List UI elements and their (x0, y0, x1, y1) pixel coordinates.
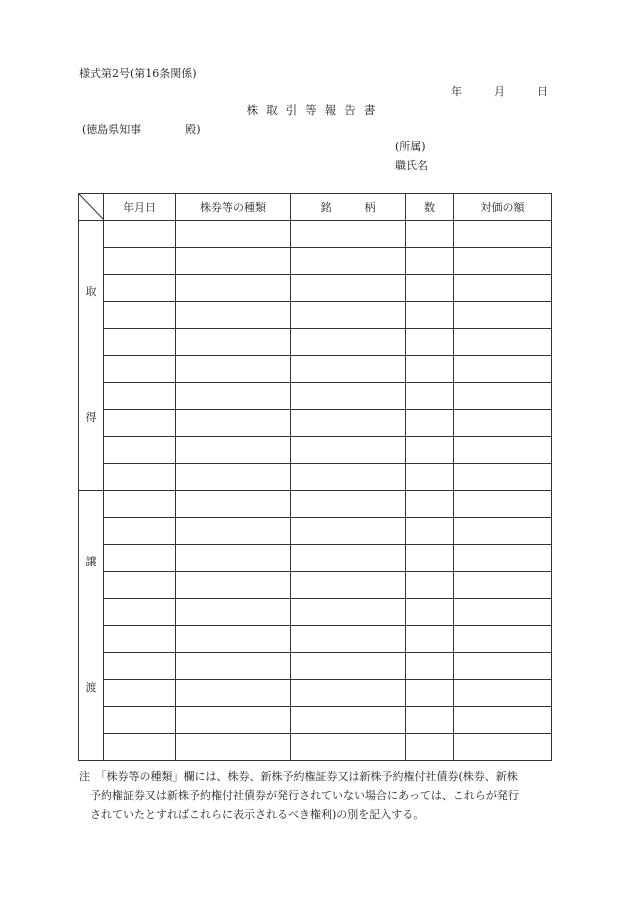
table-row (79, 545, 552, 572)
date-cell[interactable] (104, 410, 176, 437)
table-row (79, 734, 552, 761)
quantity-cell[interactable] (406, 275, 454, 302)
table-row (79, 626, 552, 653)
footnote-line: 予約権証券又は新株予約権付社債券が発行されていない場合にあっては、これらが発行 (79, 789, 519, 802)
table-row (79, 680, 552, 707)
date-cell[interactable] (104, 680, 176, 707)
date-cell[interactable] (104, 572, 176, 599)
consideration-cell[interactable] (454, 626, 552, 653)
type-cell[interactable] (176, 437, 291, 464)
issue-cell[interactable] (291, 599, 406, 626)
issue-cell[interactable] (291, 680, 406, 707)
date-cell[interactable] (104, 329, 176, 356)
section-label-bottom-char: 得 (85, 411, 97, 424)
table-row (79, 410, 552, 437)
consideration-cell[interactable] (454, 248, 552, 275)
table-row (79, 383, 552, 410)
section-label-transfer (79, 491, 104, 761)
table-row (79, 464, 552, 491)
type-cell[interactable] (176, 518, 291, 545)
consideration-cell[interactable] (454, 491, 552, 518)
quantity-cell[interactable] (406, 356, 454, 383)
issue-cell[interactable] (291, 302, 406, 329)
table-row (79, 302, 552, 329)
quantity-cell[interactable] (406, 464, 454, 491)
type-cell[interactable] (176, 545, 291, 572)
quantity-cell[interactable] (406, 491, 454, 518)
quantity-cell[interactable] (406, 248, 454, 275)
quantity-cell[interactable] (406, 626, 454, 653)
table-row (79, 707, 552, 734)
section-label-acquisition (79, 221, 104, 491)
consideration-cell[interactable] (454, 410, 552, 437)
type-cell[interactable] (176, 356, 291, 383)
document-title: 株取引等報告書 (246, 103, 384, 117)
diagonal-line (79, 194, 104, 220)
date-cell[interactable] (104, 248, 176, 275)
quantity-cell[interactable] (406, 680, 454, 707)
type-cell[interactable] (176, 599, 291, 626)
date-cell[interactable] (104, 221, 176, 248)
quantity-cell[interactable] (406, 599, 454, 626)
quantity-cell[interactable] (406, 653, 454, 680)
issue-cell[interactable] (291, 275, 406, 302)
column-header-issue: 銘 柄 (291, 194, 406, 221)
date-cell[interactable] (104, 707, 176, 734)
issue-cell[interactable] (291, 437, 406, 464)
type-cell[interactable] (176, 734, 291, 761)
table-row (79, 599, 552, 626)
date-cell[interactable] (104, 518, 176, 545)
table-row (79, 248, 552, 275)
type-cell[interactable] (176, 572, 291, 599)
quantity-cell[interactable] (406, 383, 454, 410)
consideration-cell[interactable] (454, 653, 552, 680)
date-cell[interactable] (104, 302, 176, 329)
table-row (79, 275, 552, 302)
issue-cell[interactable] (291, 464, 406, 491)
type-cell[interactable] (176, 275, 291, 302)
type-cell[interactable] (176, 680, 291, 707)
consideration-cell[interactable] (454, 707, 552, 734)
type-cell[interactable] (176, 329, 291, 356)
table-row (79, 518, 552, 545)
affiliation-label: (所属) (395, 140, 426, 153)
footnote-line: 注 「株券等の種類」欄には、株券、新株予約権証券又は新株予約権付社債券(株券、新株 (79, 770, 518, 783)
consideration-cell[interactable] (454, 545, 552, 572)
date-line (451, 85, 548, 99)
date-cell[interactable] (104, 383, 176, 410)
consideration-cell[interactable] (454, 302, 552, 329)
issue-cell[interactable] (291, 707, 406, 734)
type-cell[interactable] (176, 383, 291, 410)
consideration-cell[interactable] (454, 329, 552, 356)
column-header-quantity: 数 (406, 194, 454, 221)
type-cell[interactable] (176, 653, 291, 680)
name-label: 職氏名 (395, 159, 428, 172)
issue-cell[interactable] (291, 653, 406, 680)
date-cell[interactable] (104, 464, 176, 491)
table-row (79, 221, 552, 248)
date-month-label: 月 (494, 85, 505, 98)
issue-cell[interactable] (291, 491, 406, 518)
column-header-type: 株券等の種類 (176, 194, 291, 221)
table-row (79, 437, 552, 464)
section-label-top-char: 譲 (85, 555, 97, 568)
type-cell[interactable] (176, 491, 291, 518)
section-label-top-char: 取 (85, 285, 97, 298)
date-cell[interactable] (104, 626, 176, 653)
issue-cell[interactable] (291, 221, 406, 248)
form-number: 様式第2号(第16条関係) (79, 67, 197, 80)
quantity-cell[interactable] (406, 518, 454, 545)
quantity-cell[interactable] (406, 329, 454, 356)
type-cell[interactable] (176, 221, 291, 248)
consideration-cell[interactable] (454, 518, 552, 545)
quantity-cell[interactable] (406, 734, 454, 761)
issue-cell[interactable] (291, 572, 406, 599)
table-row (79, 356, 552, 383)
consideration-cell[interactable] (454, 734, 552, 761)
issue-cell[interactable] (291, 410, 406, 437)
date-cell[interactable] (104, 275, 176, 302)
quantity-cell[interactable] (406, 221, 454, 248)
date-cell[interactable] (104, 545, 176, 572)
date-year-label: 年 (451, 85, 462, 98)
table-header-row (79, 194, 552, 221)
consideration-cell[interactable] (454, 356, 552, 383)
date-cell[interactable] (104, 491, 176, 518)
footnote-line: されていたとすればこれらに表示されるべき権利)の別を記入する。 (79, 808, 425, 821)
issue-cell[interactable] (291, 329, 406, 356)
consideration-cell[interactable] (454, 680, 552, 707)
type-cell[interactable] (176, 302, 291, 329)
table-row (79, 491, 552, 518)
consideration-cell[interactable] (454, 221, 552, 248)
date-cell[interactable] (104, 653, 176, 680)
footnote (79, 767, 559, 824)
column-header-consideration: 対価の額 (454, 194, 552, 221)
addressee: (徳島県知事 殿) (82, 123, 201, 136)
type-cell[interactable] (176, 464, 291, 491)
type-cell[interactable] (176, 248, 291, 275)
table-row (79, 572, 552, 599)
consideration-cell[interactable] (454, 572, 552, 599)
report-table (78, 193, 552, 761)
quantity-cell[interactable] (406, 410, 454, 437)
consideration-cell[interactable] (454, 599, 552, 626)
section-label-bottom-char: 渡 (85, 681, 97, 694)
issue-cell[interactable] (291, 734, 406, 761)
table-row (79, 329, 552, 356)
date-cell[interactable] (104, 599, 176, 626)
issue-cell[interactable] (291, 518, 406, 545)
type-cell[interactable] (176, 707, 291, 734)
date-day-label: 日 (537, 85, 548, 98)
date-cell[interactable] (104, 437, 176, 464)
issue-cell[interactable] (291, 248, 406, 275)
consideration-cell[interactable] (454, 275, 552, 302)
quantity-cell[interactable] (406, 302, 454, 329)
issue-cell[interactable] (291, 383, 406, 410)
corner-diagonal-cell (79, 194, 104, 221)
date-cell[interactable] (104, 734, 176, 761)
consideration-cell[interactable] (454, 464, 552, 491)
consideration-cell[interactable] (454, 437, 552, 464)
issue-cell[interactable] (291, 545, 406, 572)
quantity-cell[interactable] (406, 707, 454, 734)
date-cell[interactable] (104, 356, 176, 383)
issue-cell[interactable] (291, 356, 406, 383)
issue-cell[interactable] (291, 626, 406, 653)
type-cell[interactable] (176, 626, 291, 653)
type-cell[interactable] (176, 410, 291, 437)
consideration-cell[interactable] (454, 383, 552, 410)
quantity-cell[interactable] (406, 437, 454, 464)
quantity-cell[interactable] (406, 545, 454, 572)
table-row (79, 653, 552, 680)
quantity-cell[interactable] (406, 572, 454, 599)
column-header-date: 年月日 (104, 194, 176, 221)
